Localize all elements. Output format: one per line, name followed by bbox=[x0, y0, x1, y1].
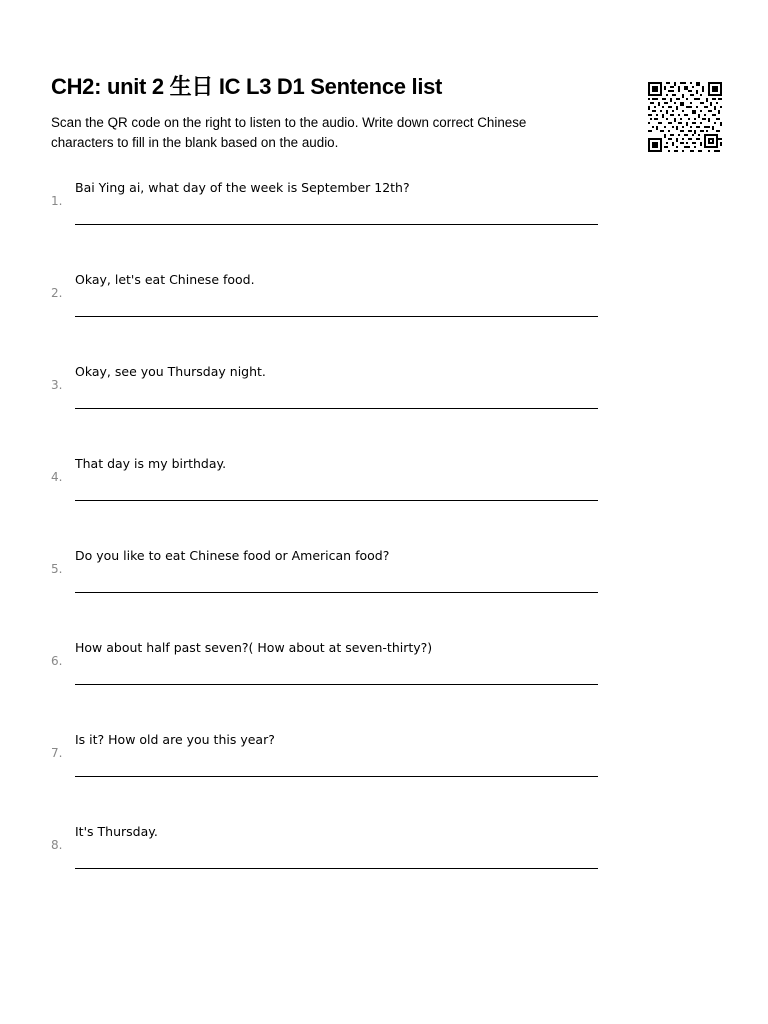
question-item bbox=[0, 548, 768, 618]
question-prompt: Okay, let's eat Chinese food. bbox=[75, 272, 255, 287]
instructions-text: Scan the QR code on the right to listen to the audio. Write down correct Chinese characters to fill in the blank based on the audio. bbox=[51, 115, 527, 150]
qr-code-icon[interactable] bbox=[648, 82, 722, 152]
question-prompt: Bai Ying ai, what day of the week is September 12th? bbox=[75, 180, 410, 195]
question-number: 2. bbox=[51, 286, 63, 300]
answer-blank[interactable] bbox=[75, 868, 598, 869]
question-prompt: Do you like to eat Chinese food or American food? bbox=[75, 548, 390, 563]
question-number: 6. bbox=[51, 654, 63, 668]
worksheet-title: CH2: unit 2 生日 IC L3 D1 Sentence list bbox=[51, 74, 443, 99]
qr-code-graphic bbox=[648, 82, 722, 152]
question-prompt: How about half past seven?( How about at seven-thirty?) bbox=[75, 640, 433, 655]
question-prompt: It's Thursday. bbox=[75, 824, 158, 839]
question-item bbox=[0, 732, 768, 802]
answer-blank[interactable] bbox=[75, 408, 598, 409]
question-number: 4. bbox=[51, 470, 63, 484]
question-item bbox=[0, 364, 768, 434]
question-number: 1. bbox=[51, 194, 63, 208]
question-number: 5. bbox=[51, 562, 63, 576]
question-prompt: Okay, see you Thursday night. bbox=[75, 364, 266, 379]
question-item bbox=[0, 640, 768, 710]
answer-blank[interactable] bbox=[75, 316, 598, 317]
question-item bbox=[0, 824, 768, 894]
question-item bbox=[0, 180, 768, 250]
question-prompt: Is it? How old are you this year? bbox=[75, 732, 275, 747]
question-item bbox=[0, 272, 768, 342]
answer-blank[interactable] bbox=[75, 684, 598, 685]
question-item bbox=[0, 456, 768, 526]
answer-blank[interactable] bbox=[75, 592, 598, 593]
question-prompt: That day is my birthday. bbox=[75, 456, 227, 471]
answer-blank[interactable] bbox=[75, 776, 598, 777]
answer-blank[interactable] bbox=[75, 224, 598, 225]
question-number: 8. bbox=[51, 838, 63, 852]
answer-blank[interactable] bbox=[75, 500, 598, 501]
question-number: 3. bbox=[51, 378, 63, 392]
question-number: 7. bbox=[51, 746, 63, 760]
